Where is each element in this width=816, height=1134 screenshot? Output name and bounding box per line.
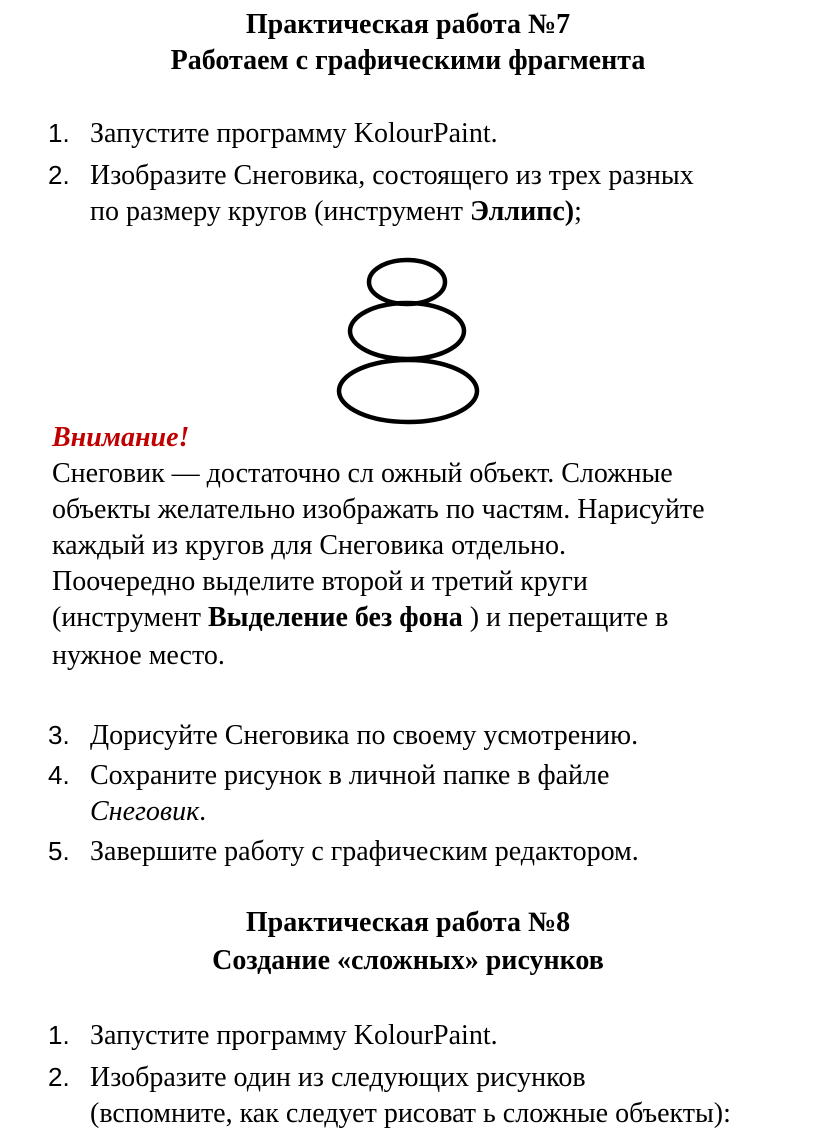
step-number: 2. [48,160,70,190]
step-text: Изобразите один из следующих рисунков [90,1062,586,1093]
step-text: Завершите работу с графическим редактором. [90,836,639,867]
snowman-drawing [328,255,488,425]
note-text: (инструмент [52,602,208,633]
step-text: (вспомните, как следует рисоват ь сложные объекты): [90,1098,731,1129]
note-line: объекты желательно изображать по частям. Нарисуйте [52,494,705,525]
tool-name-selection: Выделение без фона [207,602,463,633]
step-text: Изобразите Снеговика, состоящего из трех разных [90,160,694,191]
step-number: 4. [48,760,70,790]
snowman-middle-circle [350,303,464,359]
attention-label: Внимание! [52,422,190,453]
step-text: Дорисуйте Снеговика по своему усмотрению. [90,720,639,751]
note-line: каждый из кругов для Снеговика отдельно. [52,530,566,561]
step-text: по размеру кругов (инструмент [90,196,471,227]
work7-title: Практическая работа №7 [245,9,571,40]
step-number: 5. [48,836,70,866]
step-number: 1. [48,1020,70,1050]
tool-name-ellipse: Эллипс) [470,196,575,227]
work7-subtitle: Работаем с графическими фрагмента [170,45,646,76]
step-number: 1. [48,118,70,148]
snowman-bottom-circle [339,360,477,422]
step-text: ; [574,196,582,227]
step-text: Запустите программу KolourPaint. [90,1020,498,1051]
note-line: Снеговик — достаточно сл ожный объект. Сложные [52,458,673,489]
work8-title: Практическая работа №8 [245,907,571,938]
file-name: Снеговик [90,796,200,827]
note-text: ) и перетащите в [462,602,669,633]
work8-subtitle: Создание «сложных» рисунков [212,945,604,976]
step-text: Запустите программу KolourPaint. [90,118,498,149]
step-number: 3. [48,720,70,750]
note-line-tool [52,600,668,636]
step-number: 2. [48,1062,70,1092]
snowman-top-circle [369,260,445,304]
note-line: нужное место. [52,640,225,671]
note-line: Поочередно выделите второй и третий круги [52,566,588,597]
step-text: . [199,796,207,827]
step-text: Сохраните рисунок в личной папке в файле [90,760,610,791]
